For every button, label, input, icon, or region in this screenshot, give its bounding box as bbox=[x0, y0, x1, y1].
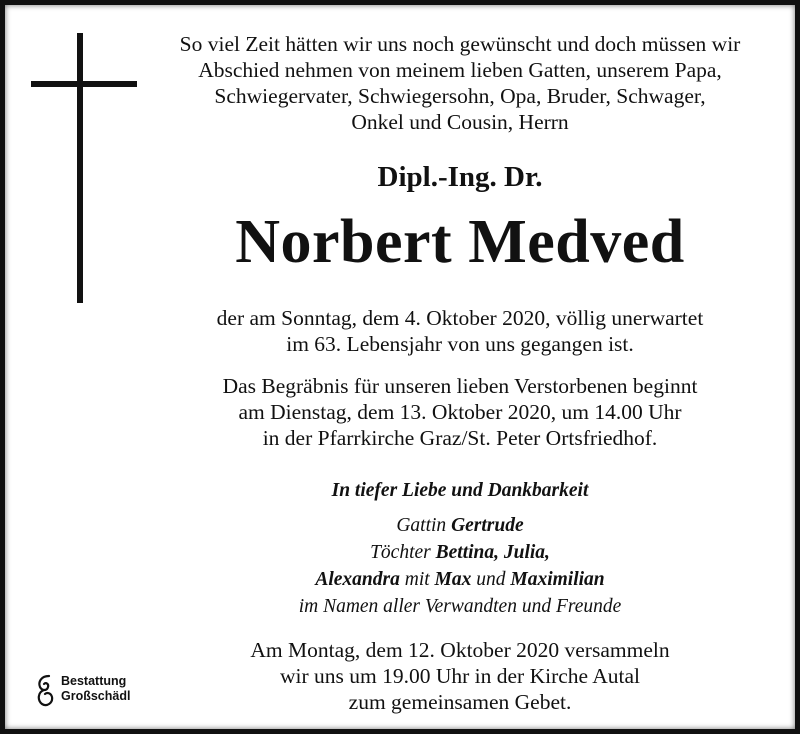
death-text: der am Sonntag, dem 4. Oktober 2020, völlig unerwartet im 63. Lebensjahr von uns gegangen ist. bbox=[216, 306, 704, 356]
mourners-block bbox=[145, 477, 775, 620]
undertaker-name: Bestattung Großschädl bbox=[61, 674, 131, 703]
mourner-family: Alexandra mit Max und Maximilian bbox=[315, 569, 605, 590]
undertaker-logo bbox=[35, 671, 155, 711]
mourners-heading: In tiefer Liebe und Dankbarkeit bbox=[331, 480, 589, 501]
deceased-name: Norbert Medved bbox=[235, 208, 685, 276]
undertaker-logo-icon bbox=[35, 673, 57, 707]
mourner-relatives: im Namen aller Verwandten und Freunde bbox=[298, 596, 622, 617]
intro-text: So viel Zeit hätten wir uns noch gewünscht und doch müssen wir Abschied nehmen von meinem lieben Gatten, unserem Papa, Schwiegervater, Schwiegersohn, Opa, Bruder, Schwager, Onkel und Cousin, Herrn bbox=[179, 32, 741, 134]
mourner-daughters: Töchter Bettina, Julia, bbox=[370, 542, 550, 563]
funeral-text: Das Begräbnis für unseren lieben Verstorbenen beginnt am Dienstag, dem 13. Oktober 2020, um 14.00 Uhr in der Pfarrkirche Graz/St. Peter Ortsfriedhof. bbox=[222, 374, 698, 450]
prayer-text: Am Montag, dem 12. Oktober 2020 versammeln wir uns um 19.00 Uhr in der Kirche Autal zum gemeinsamen Gebet. bbox=[250, 638, 670, 714]
cross-icon bbox=[31, 33, 137, 303]
mourner-wife: Gattin Gertrude bbox=[396, 515, 524, 536]
academic-title: Dipl.-Ing. Dr. bbox=[377, 161, 543, 193]
